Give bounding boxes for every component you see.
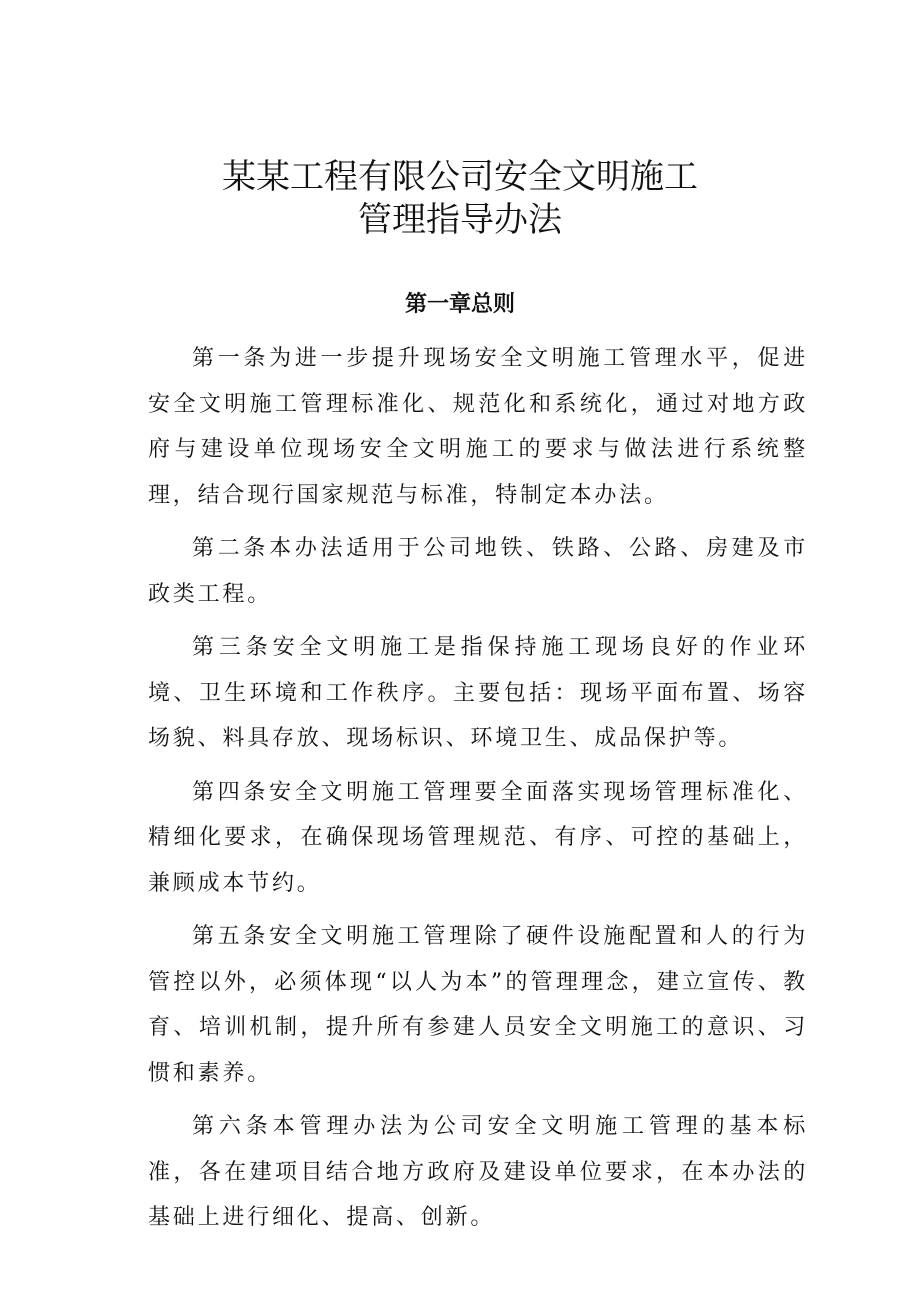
document-body [148,336,808,1241]
article-3: 第三条安全文明施工是指保持施工现场良好的作业环境、卫生环境和工作秩序。主要包括：现场平面布置、场容场貌、料具存放、现场标识、环境卫生、成品保护等。 [148,635,808,751]
document-title-line-1: 某某工程有限公司安全文明施工 [222,157,698,197]
document-title-line-2: 管理指导办法 [358,200,562,240]
article-6: 第六条本管理办法为公司安全文明施工管理的基本标准，各在建项目结合地方政府及建设单位要求，在本办法的基础上进行细化、提高、创新。 [148,1114,808,1230]
article-5: 第五条安全文明施工管理除了硬件设施配置和人的行为管控以外，必须体现“以人为本”的管理理念，建立宣传、教育、培训机制，提升所有参建人员安全文明施工的意识、习惯和素养。 [148,924,808,1086]
article-2: 第二条本办法适用于公司地铁、铁路、公路、房建及市政类工程。 [148,536,808,607]
article-4: 第四条安全文明施工管理要全面落实现场管理标准化、精细化要求，在确保现场管理规范、有序、可控的基础上，兼顾成本节约。 [148,779,808,896]
chapter-heading: 第一章总则 [404,292,515,317]
article-1: 第一条为进一步提升现场安全文明施工管理水平，促进安全文明施工管理标准化、规范化和系统化，通过对地方政府与建设单位现场安全文明施工的要求与做法进行系统整理，结合现行国家规范与标准，特制定本办法。 [148,346,808,508]
